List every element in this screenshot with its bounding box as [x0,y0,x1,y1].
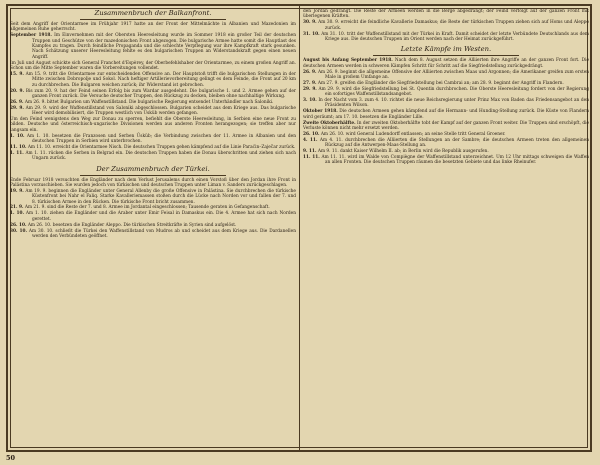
entry-date: 1. 10. [10,211,24,217]
heading-rule [80,19,226,20]
entry-text: Die deutschen Armeen gehen kämpfend auf die Hermann- und Hunding-Stellung zurück. Die Küste von Flandern wird geräumt; am 17. 10. besetzen die Engländer Lille. [303,109,589,120]
entry-date: 20. 9. [10,88,24,94]
entry-date: 26. 10. [10,222,27,228]
entry-text: Am 9. 11. dankt Kaiser Wilhelm II. ab; in Berlin wird die Republik ausgerufen. [317,149,489,155]
entry-text: Am 26. 9. bittet Bulgarien um Waffenstillstand. Die bulgarische Regierung entsendet Unterhändler nach Saloniki. [24,99,274,105]
entry-date: 21. 9. [10,205,24,211]
left-column [10,9,296,447]
entry-text: Am 27. 9. greifen die Engländer die Siegfriedstellung bei Cambrai an; am 28. 9. beginnt der Angriff in Flandern. [317,80,564,86]
entry-text: Am 1. 11. rücken die Serben in Belgrad ein. Die deutschen Truppen haben die Donau überschritten und ziehen sich nach Ungarn zurück. [25,150,296,162]
entry-text: Am 29. 9. wird die Siegfriedstellung bei St. Quentin durchbrochen. Die Oberste Heeresleitung fordert von der Regierung ein sofortiges Waffenstillstandsangebot. [318,86,589,98]
entry-date: August bis Anfang September 1918. [303,58,393,64]
dated-entry [10,151,296,162]
entry-date: September 1918. [10,33,52,39]
entry-date: 4. 11. [303,137,318,143]
entry-text: Am 30. 10. schließt die Türkei den Waffenstillstand von Mudros ab und scheidet aus dem Kriege aus. Die Dardanellen werden den Verbündeten geöffnet. [28,228,296,239]
entry-date: 1. 10. [10,133,25,139]
entry-text: In der Nacht vom 3. zum 4. 10. richtet die neue Reichsregierung unter Prinz Max von Baden das Friedensangebot an den Präsidenten Wilson. [318,98,589,109]
section-heading: Der Zusammenbruch der Türkei. [96,164,210,173]
entry-text: Am 1. 10. ziehen die Engländer und die Araber unter Emir Feisal in Damaskus ein. Die 4. Armee hat sich nach Norden gerettet. [25,211,296,222]
entry-text: Am 15. 9. tritt die Orientarmee zur entscheidenden Offensive an. Der Hauptstoß trifft die bulgarischen Stellungen in der Mitte zwischen Dobropolje und Sokol. Nach heftiger Artillerievorbereitung gelingt es dem Feinde, die Front auf 20 km zu durchbrechen. Die Bulgaren weichen zurück; ihr Widerstand ist gebrochen. [25,71,296,88]
dated-entry [10,145,296,150]
entry-date: 30. 9. [303,20,317,26]
subsection [303,121,589,132]
section-heading: Zusammenbruch der Balkanfront. [94,9,212,17]
entry-date: 26. 9. [303,69,317,75]
entry-date: 15. 9. [10,71,24,77]
paragraph: Seit dem Angriff der Orientarmee im Frühjahr 1917 hatte an der Front der Mittelmächte in Albanien und Mazedonien im allgemeinen Ruhe geherrscht. [10,22,296,33]
dated-entry [10,189,296,205]
paragraph: Um den Feind wenigstens den Weg zur Donau zu sperren, befiehlt die Oberste Heeresleitung, in Serbien eine neue Front zu bilden. Deutsche und österreichisch-ungarische Divisionen werden aus anderen Fronten herangezogen; sie treffen aber nur langsam ein. [10,117,296,133]
entry-date: 29. 9. [10,105,24,111]
entry-text: Im Einvernehmen mit der Obersten Heeresleitung wurde im Sommer 1918 ein großer Teil der deutschen Truppen und Geschütze von der mazedonischen Front abgezogen. Die bulgarische Armee hatte somit die Hauptlast des Kampfes zu tragen. Durch feindliche Propaganda und die schlechte Verpflegung war ihre Kampfkraft stark gesunken. Nach Schätzung unserer Heeresleitung fehlte es den bulgarischen Truppen an Widerstandskraft gegen einen neuen Angriff. [32,33,296,60]
entry-date: 26. 9. [10,99,24,105]
entry-text: Am 29. 9. wird der Waffenstillstand von Saloniki abgeschlossen. Bulgarien scheidet aus dem Kriege aus. Das bulgarische Heer wird demobilisiert, die Truppen westlich von Üsküb werden gefangen. [25,105,296,117]
heading-rule [373,55,519,56]
subsection-title: Zweite Oktoberhälfte. [303,120,356,126]
entry-text: Am 31. 10. tritt der Waffenstillstand mit der Türkei in Kraft. Damit scheidet der letzte Verbündete Deutschlands aus dem Kriege aus. Die deutschen Truppen im Orient werden nach der Heimat zurückgeführt. [321,31,589,42]
entry-text: Am 19. 9. beginnen die Engländer unter General Allenby die große Offensive in Palästina. Sie durchbrechen die türkische Küstenfront bei Nahr el Faliq. Starke Kavalleriemassen stoßen durch die Lücke nach Norden vor und fallen der 7. und 8. türkischen Armee in den Rücken. Die türkische Front bricht zusammen. [25,188,296,205]
entry-date: 9. 11. [303,149,317,155]
entry-date: 30. 10. [10,228,27,234]
dated-entry [10,134,296,145]
entry-date: 27. 9. [303,80,317,86]
entry-text: Am 21. 9. sind die Reste der 7. und 8. Armee im Jordantal eingeschlossen; Tausende geraten in Gefangenschaft. [24,205,270,211]
entry-text: In der zweiten Oktoberhälfte tobt der Kampf auf der ganzen Front weiter. Die Truppen sind erschöpft, die Verluste können nicht mehr ersetzt werden. [303,120,589,131]
entry-date: 11. 10. [10,144,27,150]
dated-entry [303,132,589,137]
right-column [303,9,589,447]
dated-entry [303,149,589,154]
entry-date: 11. 11. [303,155,320,161]
entry-text: Am 4. 11. durchbrechen die Alliierten die Stellungen an der Sambre; die deutschen Armeen treten den allgemeinen Rückzug auf die Antwerpen-Maas-Stellung an. [319,137,589,149]
dated-entry [10,205,296,210]
entry-text: Am 11. 10. erreicht die Orientarmee Nisch. Die deutschen Truppen gehen kämpfend auf die Linie Paraćin–Zaječar zurück. [27,144,296,150]
paragraph: den Jordan gedrängt. Die Reste der Armeen werden in die Berge abgedrängt; der Feind verfolgt auf der ganzen Front mit überlegenen Kräften. [303,9,589,20]
dated-entry [10,33,296,60]
entry-date: 3. 10. [303,98,317,104]
dated-entry [303,81,589,86]
entry-date: Oktober 1918. [303,109,338,115]
page-number: 50 [6,454,16,462]
dated-entry [10,229,296,240]
dated-entry [303,87,589,98]
entry-text: Am 30. 9. erreicht die feindliche Kavallerie Damaskus; die Reste der türkischen Truppen ziehen sich auf Homs und Aleppo zurück. [318,20,589,31]
entry-text: Am 26. 10. wird General Ludendorff entlassen; an seine Stelle tritt General Groener. [320,131,506,137]
column-divider [299,6,300,450]
dated-entry [303,20,589,31]
dated-entry [303,98,589,109]
dated-entry [303,58,589,69]
dated-entry [303,70,589,81]
entry-date: 29. 9. [303,86,317,92]
heading-rule [80,175,226,176]
entry-date: 1. 11. [10,150,24,156]
dated-entry [10,106,296,117]
dated-entry [10,223,296,228]
dated-entry [10,72,296,88]
entry-date: 19. 9. [10,188,24,194]
section-heading: Letzte Kämpfe im Westen. [400,45,492,54]
entry-text: Nach dem 8. August setzen die Alliierten ihre Angriffe an der ganzen Front fort. Die deutschen Armeen werden in schweren Kämpfen Schritt für Schritt auf die Siegfriedstellung zurückgedrängt. [303,58,589,69]
entry-date: 31. 10. [303,31,320,37]
entry-text: Bis zum 20. 9. hat der Feind seinen Erfolg bis zum Wardar ausgedehnt. Die bulgarische 1. und 2. Armee gehen auf der ganzen Front zurück. Die Versuche deutscher Truppen, den Rückzug zu decken, bleiben ohne nachhaltige Wirkung. [25,88,296,99]
paragraph: Ende Februar 1918 versuchten die Engländer nach dem Verlust Jerusalems durch einen Vorstoß über den Jordan ihre Front in Palästina vorzuschieben. Sie wurden jedoch von türkischen und deutschen Truppen unter Liman v. Sanders zurückgeschlagen. [10,177,296,188]
dated-entry [303,155,589,166]
dated-entry [10,89,296,100]
entry-date: 26. 10. [303,131,320,137]
dated-entry [10,211,296,222]
entry-text: Am 26. 10. besetzen die Engländer Aleppo. Die türkischen Streitkräfte in Syrien sind aufgelöst. [27,222,237,228]
dated-entry [303,138,589,149]
entry-text: Am 1. 10. besetzen die Franzosen und Serben Üsküb; die Verbindung zwischen der 11. Armee in Albanien und den deutschen Truppen in Serbien wird unterbrochen. [26,133,296,144]
dated-entry [10,100,296,105]
entry-text: Am 26. 9. beginnt die allgemeine Offensive der Alliierten zwischen Maas und Argonnen; die Amerikaner greifen zum ersten Male in großem Umfange an. [317,69,589,80]
paragraph: Im Juli und August schickte sich General Franchet d'Espèrey, der Oberbefehlshaber der Orientarmee, zu einem großen Angriff an. Schon um die Mitte September waren die Vorbereitungen vollendet. [10,60,296,71]
entry-text: Am 11. 11. wird im Walde von Compiègne der Waffenstillstand unterzeichnet. Um 12 Uhr mittags schweigen die Waffen an allen Fronten. Die deutschen Truppen räumen die besetzten Gebiete und das linke Rheinufer. [321,155,589,166]
dated-entry [303,109,589,120]
dated-entry [303,32,589,43]
